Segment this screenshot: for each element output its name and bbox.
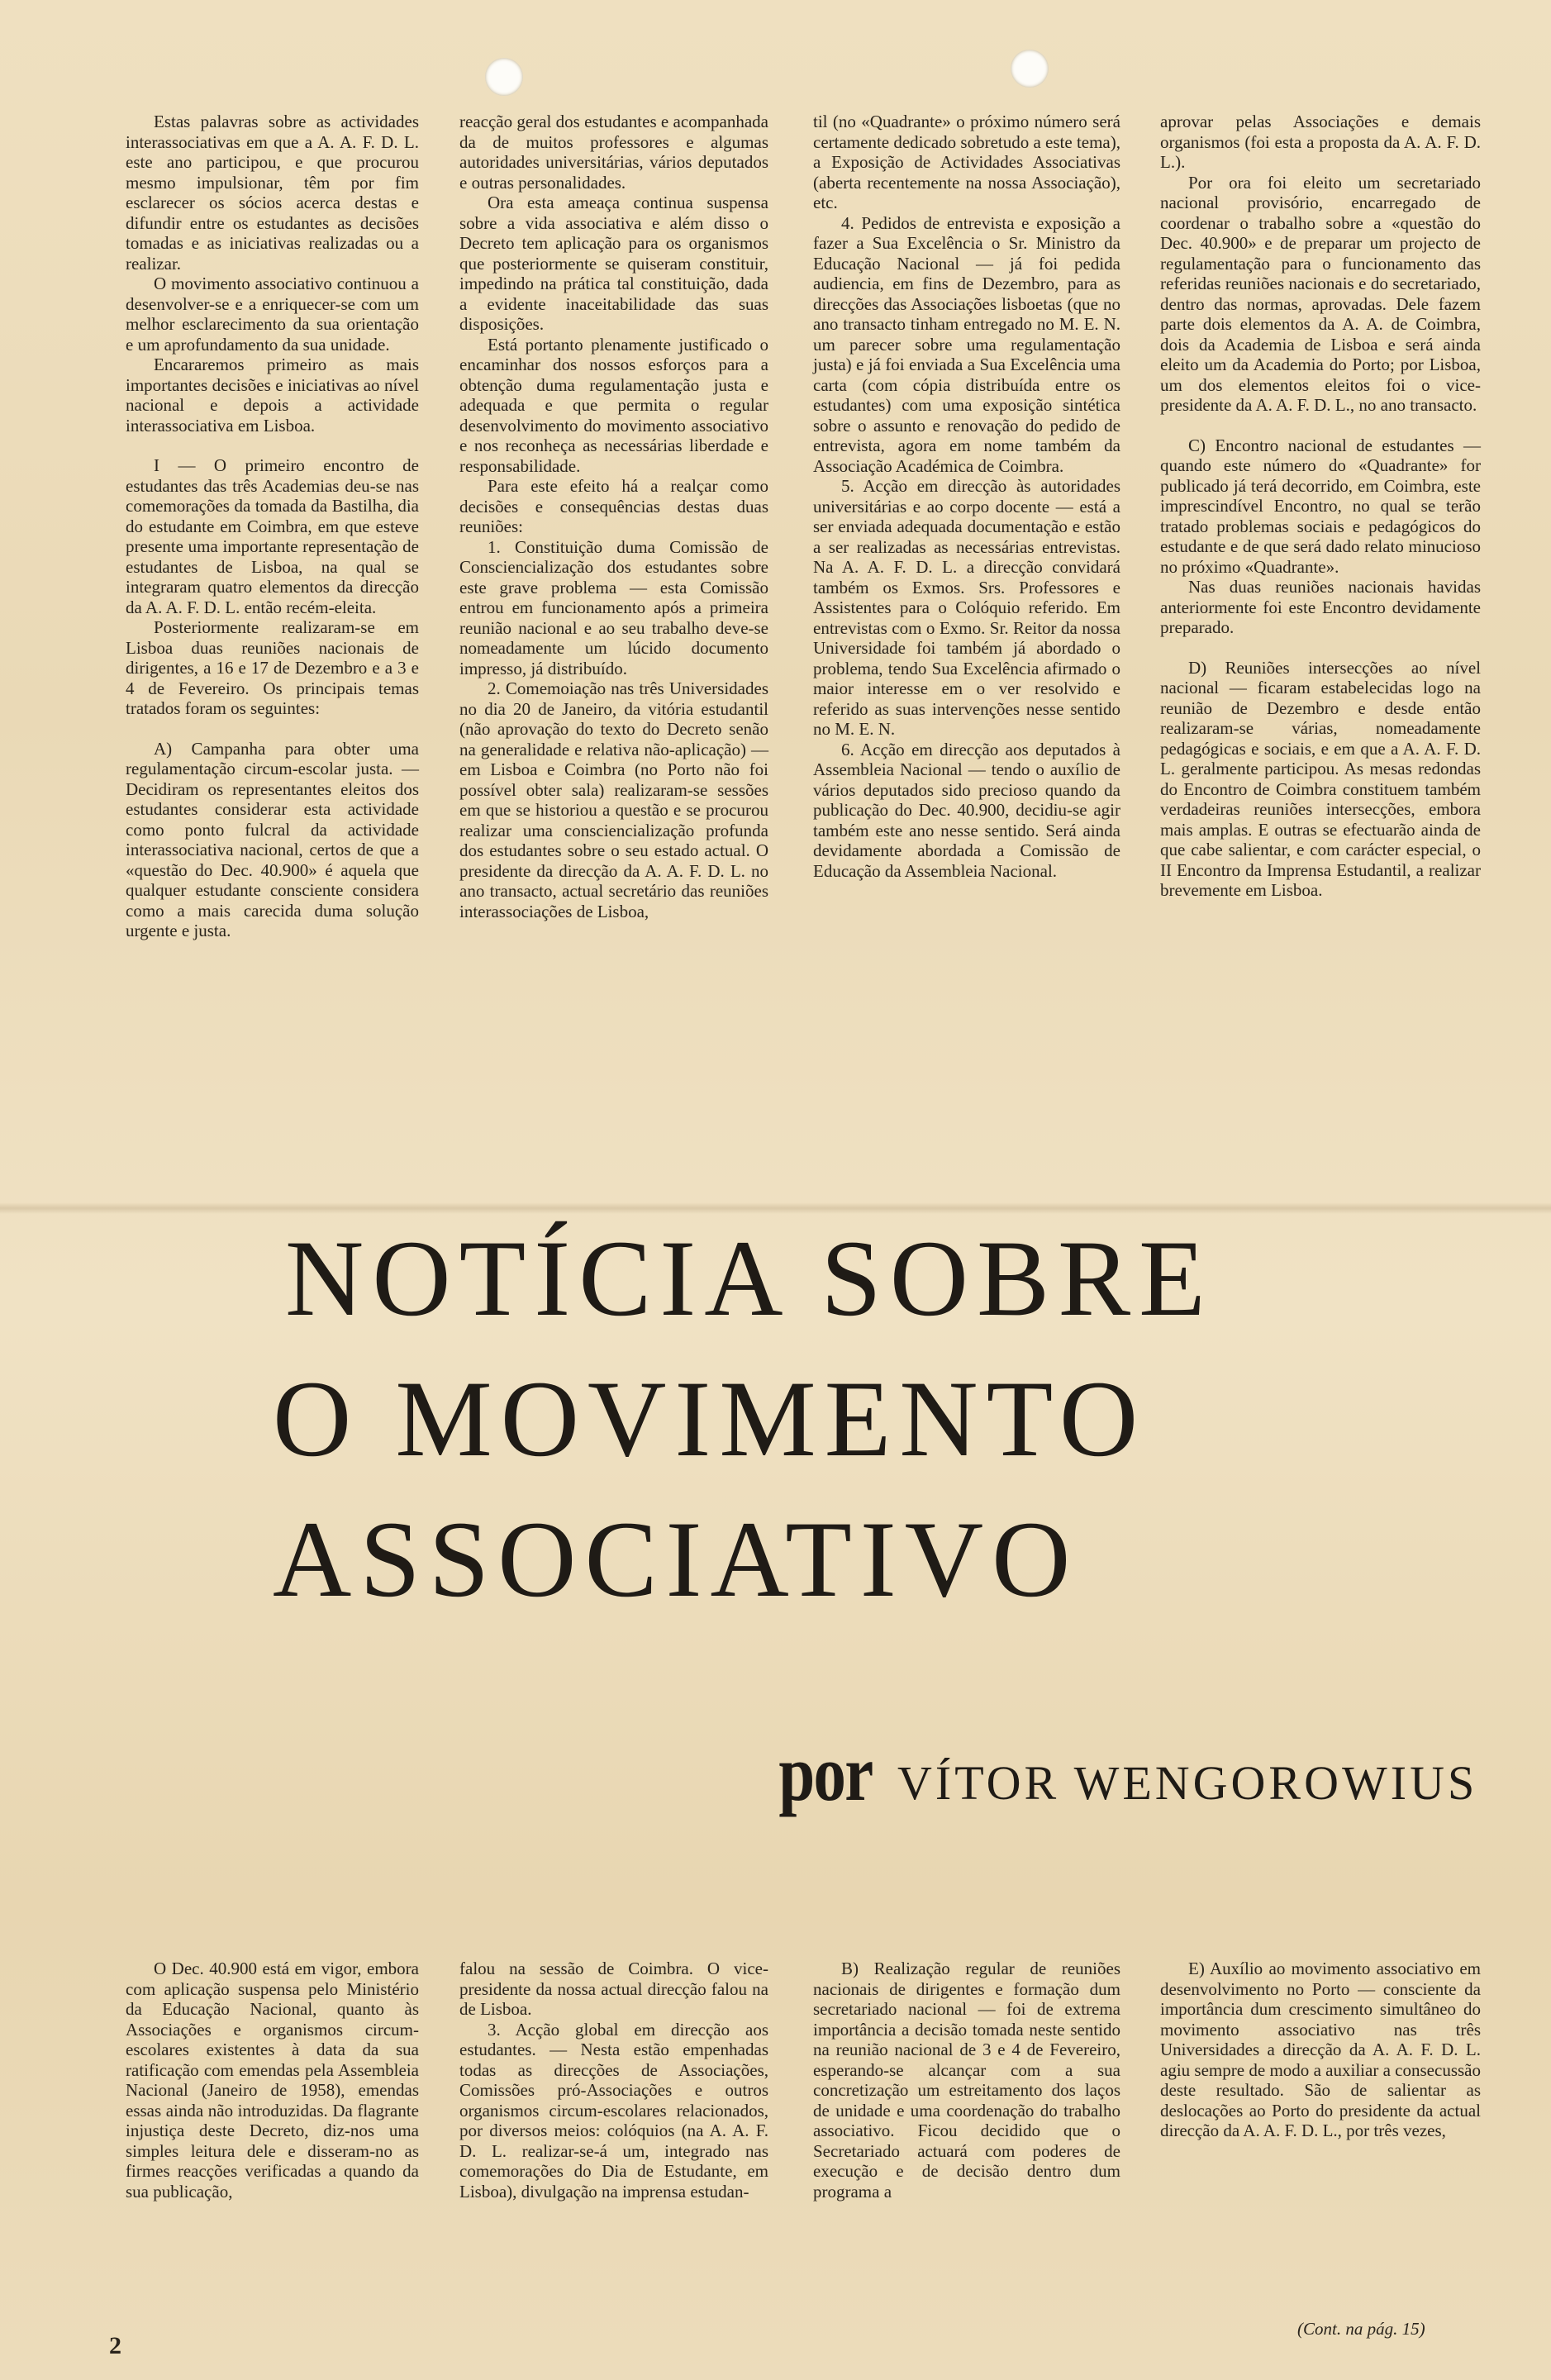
bottom-column-4 (1160, 1959, 1481, 2141)
byline-por: por (778, 1729, 873, 1817)
paragraph: 3. Acção global em direcção aos estudantes. — Nesta estão empenhadas todas as direcções de Associações, Comissões pró-Associações e outros organismos circum-escolares relacionados, por diversos meios: colóquios (na A. A. F. D. L. realizar-se-á um, integrado nas comemorações do Dia de Estudante, em Lisboa), divulgação na imprensa estudan- (459, 2019, 768, 2202)
page-number: 2 (109, 2332, 121, 2359)
paragraph: O movimento associativo continuou a desenvolver-se e a enriquecer-se com um melhor esclarecimento da sua orientação e um aprofundamento da sua unidade. (126, 274, 419, 355)
paragraph: 5. Acção em direcção às autoridades universitárias e ao corpo docente — está a ser enviada adequada documentação e estão a ser realizadas as necessárias entrevistas. Na A. A. F. D. L. a direcção convidará também os Exmos. Srs. Professores e Assistentes para o Colóquio referido. Em entrevistas com o Exmo. Sr. Reitor da nossa Universidade foi também já abordado o problema, tendo Sua Excelência afirmado o maior interesse em o ver resolvido e referido as suas intervenções nesse sentido no M. E. N. (813, 476, 1120, 739)
paragraph: Por ora foi eleito um secretariado nacional provisório, encarregado de coordenar o trabalho sobre a «questão do Dec. 40.900» e de preparar um projecto de regulamentação para o funcionamento das referidas reuniões nacionais e do secretariado, dentro das normas, aprovadas. Dele fazem parte dois elementos da A. A. de Coimbra, dois da Academia de Lisboa e será ainda eleito um da Academia do Porto; por Lisboa, um dos elementos eleitos foi o vice-presidente da A. A. F. D. L., no ano transacto. (1160, 172, 1481, 415)
paper-fold (0, 1202, 1551, 1214)
article-title-line-1: NOTÍCIA SOBRE (285, 1217, 1214, 1339)
top-column-3 (813, 112, 1120, 881)
paragraph: O Dec. 40.900 está em vigor, embora com aplicação suspensa pelo Ministério da Educação Nacional, quanto às Associações e organismos circum-escolares existentes à data da sua ratificação com emendas pela Assembleia Nacional (Janeiro de 1958), emendas essas ainda não introduzidas. Da flagrante injustiça deste Decreto, diz-nos uma simples leitura dele e disseram-no as firmes reacções verificadas a quando da sua publicação, (126, 1959, 419, 2202)
article-title-line-3: ASSOCIATIVO (273, 1498, 1079, 1620)
article-title-line-2: O MOVIMENTO (273, 1358, 1147, 1479)
byline (768, 1727, 1477, 1819)
paragraph: til (no «Quadrante» o próximo número será certamente dedicado sobretudo a este tema), a Exposição de Actividades Associativas (aberta recentemente na nossa Associação), etc. (813, 112, 1120, 212)
top-column-2 (459, 112, 768, 921)
paragraph: Ora esta ameaça continua suspensa sobre a vida associativa e além disso o Decreto tem aplicação para os organismos que posteriormente se quiseram constituir, impedindo na prática tal constituição, dada a evidente inaceitabilidade das suas disposições. (459, 193, 768, 334)
author-name: VÍTOR WENGOROWIUS (897, 1756, 1478, 1810)
paragraph: falou na sessão de Coimbra. O vice-presidente da nossa actual direcção falou na de Lisboa. (459, 1959, 768, 2019)
top-column-4 (1160, 112, 1481, 901)
top-column-1 (126, 112, 419, 941)
paragraph: 6. Acção em direcção aos deputados à Assembleia Nacional — tendo o auxílio de vários deputados sido precioso quando da publicação do Dec. 40.900, decidiu-se agir também este ano nesse sentido. Será ainda devidamente abordada a Comissão de Educação da Assembleia Nacional. (813, 739, 1120, 881)
paragraph: reacção geral dos estudantes e acompanhada da de muitos professores e algumas autoridades universitárias, vários deputados e outras personalidades. (459, 112, 768, 193)
paragraph: Nas duas reuniões nacionais havidas anteriormente foi este Encontro devidamente preparado. (1160, 577, 1481, 637)
bottom-column-2 (459, 1959, 768, 2202)
continuation-note: (Cont. na pág. 15) (1297, 2319, 1425, 2339)
paragraph: 2. Comemoiação nas três Universidades no dia 20 de Janeiro, da vitória estudantil (não aprovação do texto do Decreto senão na generalidade e relativa não-aplicação) — em Lisboa e Coimbra (no Porto não foi possível obter sala) realizaram-se sessões em que se historiou a questão e se procurou realizar uma consciencialização profunda dos estudantes sobre o seu estado actual. O presidente da direcção da A. A. F. D. L. no ano transacto, actual secretário das reuniões interassociações de Lisboa, (459, 678, 768, 921)
paragraph: Está portanto plenamente justificado o encaminhar dos nossos esforços para a obtenção duma regulamentação justa e adequada e que permita o regular desenvolvimento do movimento associativo e nos reconheça as necessárias liberdade e responsabilidade. (459, 334, 768, 476)
paragraph: I — O primeiro encontro de estudantes das três Academias deu-se nas comemorações da tomada da Bastilha, dia do estudante em Coimbra, em que esteve presente uma importante representação de estudantes de Lisboa, na qual se integraram quatro elementos da direcção da A. A. F. D. L. então recém-eleita. (126, 455, 419, 617)
paragraph: E) Auxílio ao movimento associativo em desenvolvimento no Porto — consciente da importância dum crescimento simultâneo do movimento associativo nas três Universidades a direcção da A. A. F. D. L. agiu sempre de modo a auxiliar a consecussão deste resultado. São de salientar as deslocações ao Porto do presidente da actual direcção da A. A. F. D. L., por três vezes, (1160, 1959, 1481, 2140)
paragraph: Estas palavras sobre as actividades interassociativas em que a A. A. F. D. L. este ano participou, e que procurou mesmo impulsionar, têm por fim esclarecer os sócios acerca destas e difundir entre os estudantes as decisões tomadas e as iniciativas realizadas ou a realizar. (126, 112, 419, 274)
paragraph: D) Reuniões intersecções ao nível nacional — ficaram estabelecidas logo na reunião de Dezembro e desde então realizaram-se várias, nomeadamente pedagógicas e sociais, e em que a A. A. F. D. L. geralmente participou. As mesas redondas do Encontro de Coimbra constituem também verdadeiras reuniões intersecções, embora mais amplas. E outras se efectuarão ainda de que cabe salientar, e com carácter especial, o II Encontro da Imprensa Estudantil, a realizar brevemente em Lisboa. (1160, 657, 1481, 900)
paragraph: Posteriormente realizaram-se em Lisboa duas reuniões nacionais de dirigentes, a 16 e 17 de Dezembro e a 3 e 4 de Fevereiro. Os principais temas tratados foram os seguintes: (126, 617, 419, 718)
paragraph: 4. Pedidos de entrevista e exposição a fazer a Sua Excelência o Sr. Ministro da Educação Nacional — já foi pedida audiencia, em fins de Dezembro, para as direcções das Associações lisboetas (que no ano transacto tinham entregado no M. E. N. um parecer sobre uma regulamentação justa) e já foi enviada a Sua Excelência uma carta (com cópia distribuída entre os estudantes) com uma exposição sintética sobre o assunto e renovação do pedido de entrevista, agora em nome também da Associação Académica de Coimbra. (813, 212, 1120, 476)
paragraph: A) Campanha para obter uma regulamentação circum-escolar justa. — Decidiram os representantes eleitos dos estudantes considerar esta actividade como ponto fulcral da actividade interassociativa nacional, certos de que a «questão do Dec. 40.900» é aquela que qualquer estudante consciente considera como a mais carecida duma solução urgente e justa. (126, 738, 419, 940)
paragraph: Para este efeito há a realçar como decisões e consequências destas duas reuniões: (459, 476, 768, 536)
bottom-column-1 (126, 1959, 419, 2202)
paragraph: B) Realização regular de reuniões nacionais de dirigentes e formação dum secretariado nacional — foi de extrema importância a decisão tomada neste sentido na reunião nacional de 3 e 4 de Fevereiro, esperando-se alcançar com a sua concretização um estreitamento dos laços de unidade e uma coordenação do trabalho associativo. Ficou decidido que o Secretariado actuará com poderes de execução e de decisão dentro dum programa a (813, 1959, 1120, 2202)
paragraph: Encararemos primeiro as mais importantes decisões e iniciativas ao nível nacional e depois a actividade interassociativa em Lisboa. (126, 355, 419, 436)
bottom-column-3 (813, 1959, 1120, 2202)
binder-hole-right (1011, 50, 1049, 88)
paragraph: 1. Constituição duma Comissão de Consciencialização dos estudantes sobre este grave problema — esta Comissão entrou em funcionamento após a primeira reunião nacional e ao seu trabalho deve-se nomeadamente um lúcido documento impresso, já distribuído. (459, 536, 768, 678)
paragraph: C) Encontro nacional de estudantes — quando este número do «Quadrante» for publicado já terá decorrido, em Coimbra, este imprescindível Encontro, no qual se terão tratado problemas sociais e pedagógicos do estudante e de que será dado relato minucioso no próximo «Quadrante». (1160, 435, 1481, 577)
paragraph: aprovar pelas Associações e demais organismos (foi esta a proposta da A. A. F. D. L.). (1160, 112, 1481, 172)
binder-hole-left (485, 58, 523, 96)
